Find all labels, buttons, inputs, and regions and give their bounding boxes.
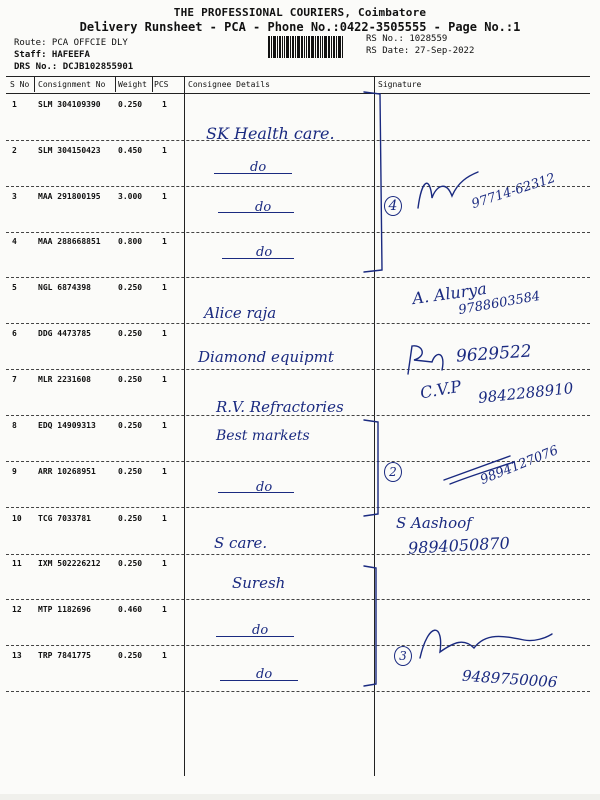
- ditto-line: [214, 173, 292, 174]
- column-divider: [115, 76, 116, 92]
- row-separator: [6, 232, 590, 233]
- row-weight: 0.800: [118, 237, 143, 246]
- row-weight: 0.250: [118, 329, 143, 338]
- ditto-line: [218, 212, 294, 213]
- consignee-s-care: S care.: [214, 534, 268, 552]
- row-sno: 8: [12, 421, 17, 430]
- ditto-mark: do: [256, 245, 273, 260]
- signature-phone: 9894050870: [407, 533, 511, 558]
- row-pcs: 1: [162, 283, 167, 292]
- signature-name: A. Alurya: [411, 278, 488, 309]
- row-pcs: 1: [162, 329, 167, 338]
- row-consignment-no: ARR 10268951: [38, 467, 96, 476]
- row-weight: 3.000: [118, 192, 143, 201]
- row-sno: 7: [12, 375, 17, 384]
- circled-group-2: 2: [384, 462, 402, 482]
- bracket-stroke: [364, 92, 382, 272]
- ditto-line: [218, 492, 294, 493]
- row-weight: 0.450: [118, 146, 143, 155]
- row-sno: 2: [12, 146, 17, 155]
- row-separator: [6, 554, 590, 555]
- row-pcs: 1: [162, 146, 167, 155]
- bracket-group-3: [360, 564, 390, 692]
- row-consignment-no: MAA 291800195: [38, 192, 101, 201]
- row-pcs: 1: [162, 192, 167, 201]
- row-weight: 0.460: [118, 605, 143, 614]
- row-pcs: 1: [162, 421, 167, 430]
- row-sno: 9: [12, 467, 17, 476]
- signature-stroke: [420, 630, 552, 658]
- row-consignment-no: SLM 304150423: [38, 146, 101, 155]
- row-weight: 0.250: [118, 467, 143, 476]
- row-consignment-no: SLM 304109390: [38, 100, 101, 109]
- row-pcs: 1: [162, 467, 167, 476]
- page-edge: [0, 794, 600, 800]
- row-sno: 10: [12, 514, 22, 523]
- signature-phone: 9489750006: [461, 666, 558, 692]
- ditto-mark: do: [252, 623, 269, 638]
- signature-name: C.V.P: [418, 376, 463, 403]
- circled-group-3: 3: [394, 646, 412, 666]
- signature-phone: 9842288910: [477, 379, 575, 407]
- consignee-rv: R.V. Refractories: [216, 398, 344, 416]
- row-weight: 0.250: [118, 514, 143, 523]
- row-separator: [6, 277, 590, 278]
- row-pcs: 1: [162, 237, 167, 246]
- row-consignment-no: MLR 2231608: [38, 375, 91, 384]
- col-consignment: Consignment No: [38, 80, 106, 89]
- signature-scribble: [402, 340, 452, 380]
- ditto-line: [220, 680, 298, 681]
- table-header: [6, 76, 590, 94]
- ditto-mark: do: [255, 200, 272, 215]
- column-divider: [34, 76, 35, 92]
- row-sno: 1: [12, 100, 17, 109]
- signature-stroke: [418, 172, 478, 208]
- row-pcs: 1: [162, 375, 167, 384]
- staff-label: Staff: HAFEEFA: [14, 50, 90, 60]
- column-divider: [152, 76, 153, 92]
- row-separator: [6, 691, 590, 692]
- bracket-stroke: [364, 566, 376, 686]
- row-pcs: 1: [162, 559, 167, 568]
- row-weight: 0.250: [118, 421, 143, 430]
- row-consignment-no: NGL 6874398: [38, 283, 91, 292]
- row-weight: 0.250: [118, 283, 143, 292]
- row-pcs: 1: [162, 100, 167, 109]
- signature-phone: 9894127076: [478, 443, 561, 488]
- rs-date: RS Date: 27-Sep-2022: [366, 46, 475, 56]
- drs-label: DRS No.: DCJB102855901: [14, 62, 134, 72]
- row-pcs: 1: [162, 651, 167, 660]
- rs-number: RS No.: 1028559: [366, 34, 448, 44]
- row-weight: 0.250: [118, 100, 143, 109]
- row-consignment-no: DDG 4473785: [38, 329, 91, 338]
- row-weight: 0.250: [118, 375, 143, 384]
- signature-name: S Aashoof: [396, 514, 472, 532]
- barcode: [268, 36, 358, 58]
- row-consignment-no: MAA 288668851: [38, 237, 101, 246]
- row-consignment-no: EDQ 14909313: [38, 421, 96, 430]
- row-separator: [6, 369, 590, 370]
- row-weight: 0.250: [118, 651, 143, 660]
- col-consignee: Consignee Details: [188, 80, 270, 89]
- runsheet-subtitle: Delivery Runsheet - PCA - Phone No.:0422-3505555 - Page No.:1: [79, 20, 521, 34]
- consignee-sk-health: SK Health care.: [206, 124, 335, 143]
- bracket-group-1: [360, 90, 390, 280]
- ditto-mark: do: [250, 160, 267, 175]
- row-consignment-no: TCG 7033781: [38, 514, 91, 523]
- row-sno: 13: [12, 651, 22, 660]
- row-separator: [6, 599, 590, 600]
- row-pcs: 1: [162, 514, 167, 523]
- consignee-suresh: Suresh: [232, 574, 286, 592]
- col-pcs: PCS: [154, 80, 169, 89]
- col-sno: S No: [10, 80, 30, 89]
- signature-phone: 9788603584: [457, 288, 542, 319]
- row-separator: [6, 323, 590, 324]
- row-consignment-no: IXM 502226212: [38, 559, 101, 568]
- row-sno: 6: [12, 329, 17, 338]
- signature-phone: 97714-62312: [469, 170, 558, 213]
- signature-scribble: [412, 168, 482, 218]
- route-label: Route: PCA OFFCIE DLY: [14, 38, 128, 48]
- row-pcs: 1: [162, 605, 167, 614]
- row-sno: 4: [12, 237, 17, 246]
- signature-scribble: [414, 612, 554, 672]
- ditto-mark: do: [256, 480, 273, 495]
- col-weight: Weight: [118, 80, 147, 89]
- signature-phone: 9629522: [455, 341, 533, 367]
- row-consignment-no: TRP 7841775: [38, 651, 91, 660]
- row-weight: 0.250: [118, 559, 143, 568]
- row-sno: 11: [12, 559, 22, 568]
- row-sno: 5: [12, 283, 17, 292]
- bracket-stroke: [364, 420, 378, 516]
- consignee-best: Best markets: [216, 428, 310, 444]
- consignee-diamond: Diamond equipmt: [198, 348, 334, 366]
- circled-group-4: 4: [384, 196, 402, 216]
- row-separator: [6, 507, 590, 508]
- row-sno: 12: [12, 605, 22, 614]
- row-consignment-no: MTP 1182696: [38, 605, 91, 614]
- row-sno: 3: [12, 192, 17, 201]
- ditto-mark: do: [256, 667, 273, 682]
- ditto-line: [216, 636, 294, 637]
- runsheet-title: THE PROFESSIONAL COURIERS, Coimbatore: [173, 6, 427, 19]
- col-signature: Signature: [378, 80, 422, 89]
- consignee-alice: Alice raja: [204, 304, 277, 322]
- ditto-line: [222, 258, 294, 259]
- column-divider: [184, 76, 185, 776]
- signature-stroke: [408, 346, 443, 374]
